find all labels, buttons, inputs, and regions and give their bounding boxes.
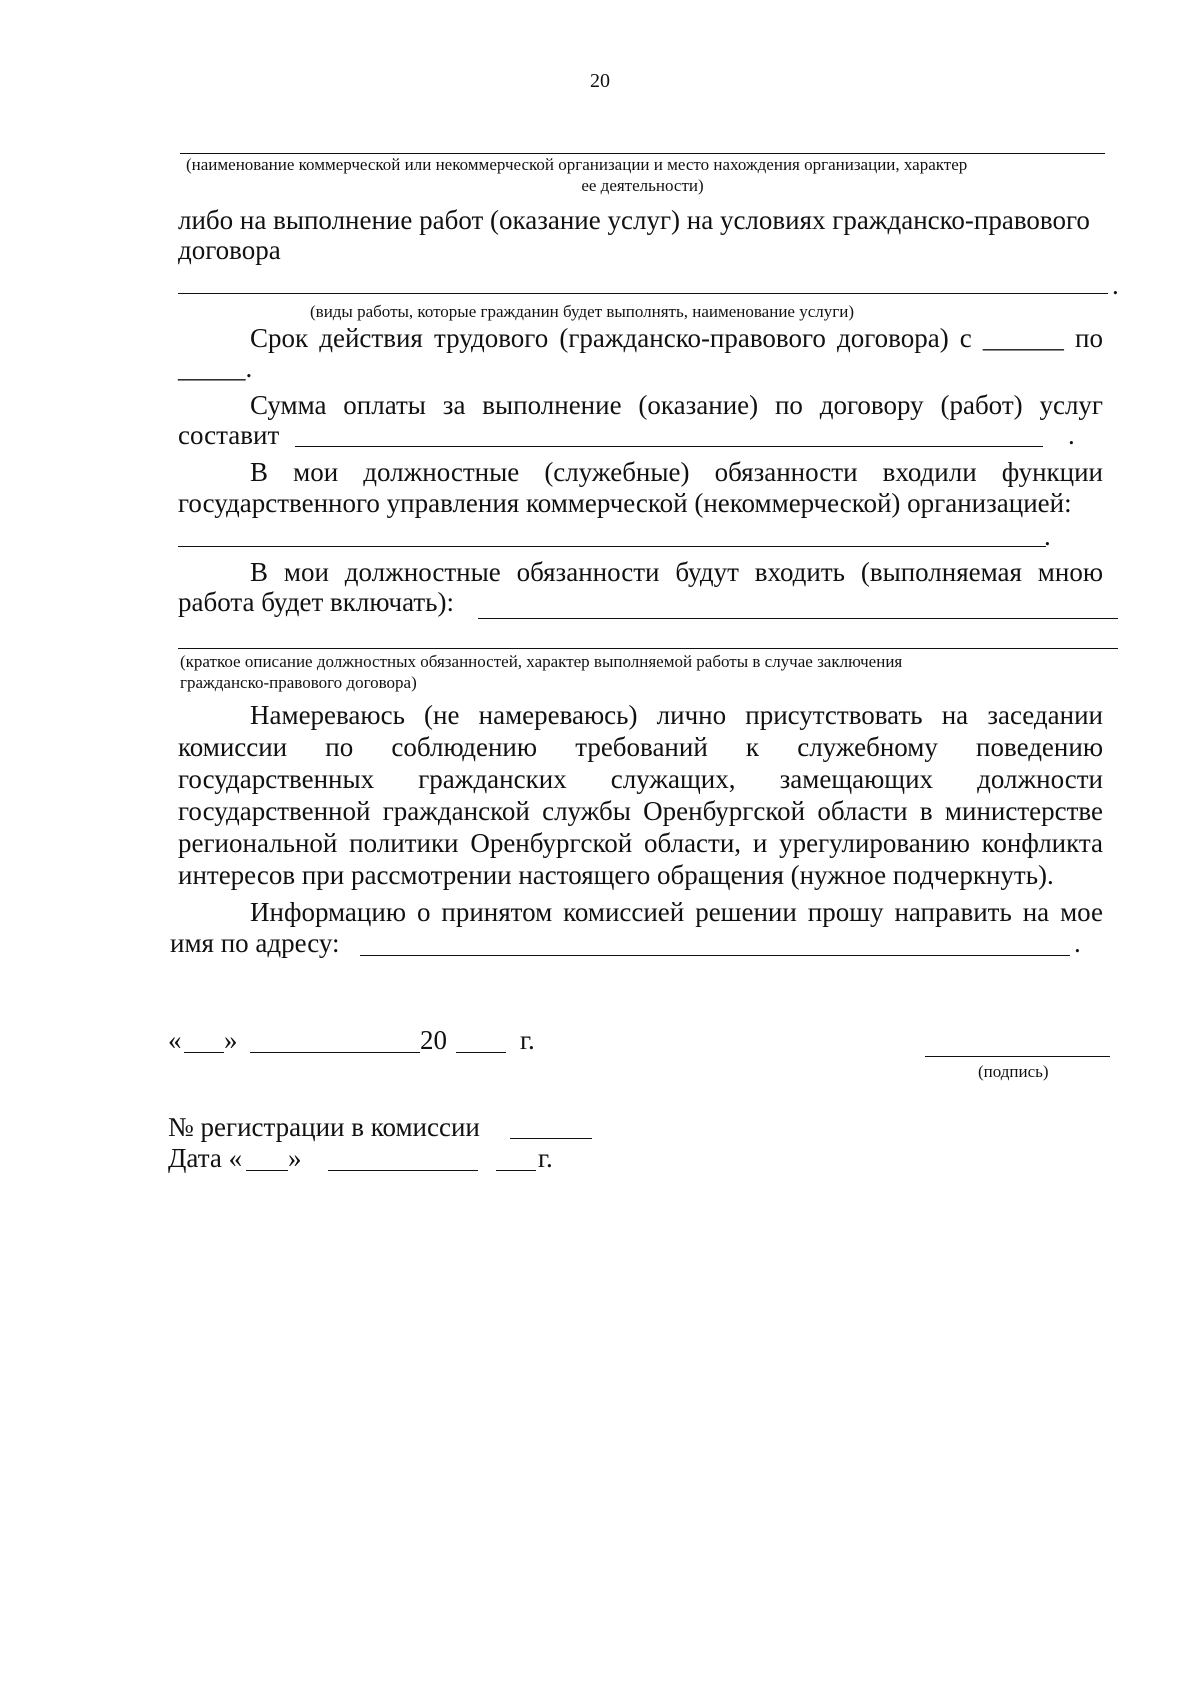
date-close-quote: » <box>224 1025 238 1055</box>
duties-future-line-b <box>178 648 1118 649</box>
registration-day-line <box>246 1170 288 1171</box>
work-types-period: . <box>1112 270 1119 300</box>
alt-contract-line1: либо на выполнение работ (оказание услуг) на условиях гражданско-правового <box>178 205 1090 235</box>
registration-date-close: » <box>288 1143 302 1173</box>
duties-past-line2: государственного управления коммерческой (некоммерческой) организацией: <box>178 488 1072 518</box>
payment-line2: составит <box>178 420 280 450</box>
duties-future-line1: В мои должностные обязанности будут входить (выполняемая мною <box>250 557 1103 587</box>
intent-line1: Намереваюсь (не намереваюсь) лично присутствовать на заседании <box>250 700 1103 730</box>
intent-line3: государственных гражданских служащих, замещающих должности <box>178 764 1103 794</box>
duties-future-line2: работа будет включать): <box>178 587 454 617</box>
duties-past-line1: В мои должностные (служебные) обязанности входили функции <box>250 457 1103 487</box>
page-number: 20 <box>590 70 610 92</box>
date-open-quote: « <box>168 1025 182 1055</box>
date-year-line <box>456 1052 506 1053</box>
duties-past-period: . <box>1044 521 1051 551</box>
registration-number-line <box>510 1138 592 1139</box>
registration-date-label: Дата « <box>168 1143 243 1173</box>
address-period: . <box>1074 928 1081 958</box>
payment-amount-line <box>295 446 1043 447</box>
intent-line5: региональной политики Оренбургской области, и урегулированию конфликта <box>178 828 1103 858</box>
date-year-suffix: г. <box>520 1025 535 1055</box>
date-month-line <box>250 1052 420 1053</box>
term-line1: Срок действия трудового (гражданско-правового договора) с ______ по <box>250 323 1103 353</box>
payment-period: . <box>1068 420 1075 450</box>
duties-caption-line1: (краткое описание должностных обязанностей, характер выполняемой работы в случае заключения <box>180 652 903 671</box>
signature-caption: (подпись) <box>978 1062 1049 1081</box>
date-day-line <box>184 1052 224 1053</box>
registration-label: № регистрации в комиссии <box>168 1112 480 1142</box>
org-name-line <box>180 153 1105 154</box>
intent-line4: государственной гражданской службы Оренбургской области в министерстве <box>178 796 1103 826</box>
alt-contract-line2: договора <box>178 235 281 265</box>
info-line2: имя по адресу: <box>170 928 340 958</box>
registration-month-line <box>328 1170 478 1171</box>
registration-year-line <box>496 1170 536 1171</box>
signature-line <box>925 1056 1110 1057</box>
org-caption-line2: ее деятельности) <box>581 176 704 195</box>
intent-line2: комиссии по соблюдению требований к служебному поведению <box>178 732 1103 762</box>
address-line <box>360 955 1070 956</box>
work-types-caption: (виды работы, которые гражданин будет выполнять, наименование услуги) <box>310 302 854 321</box>
info-line1: Информацию о принятом комиссией решении прошу направить на мое <box>250 897 1103 927</box>
duties-future-line-a <box>478 618 1118 619</box>
org-caption-line1: (наименование коммерческой или некоммерческой организации и место нахождения организации, характер <box>186 155 968 174</box>
work-types-line <box>178 293 1108 294</box>
duties-past-answer-line <box>178 546 1046 547</box>
term-line2: _____. <box>178 353 253 383</box>
registration-year-suffix: г. <box>538 1143 553 1173</box>
duties-caption-line2: гражданско-правового договора) <box>180 673 417 692</box>
intent-line6: интересов при рассмотрении настоящего обращения (нужное подчеркнуть). <box>178 860 1054 890</box>
date-year-prefix: 20 <box>420 1025 447 1055</box>
payment-line1: Сумма оплаты за выполнение (оказание) по договору (работ) услуг <box>250 390 1103 420</box>
org-caption-line2-wrap <box>180 176 1105 196</box>
